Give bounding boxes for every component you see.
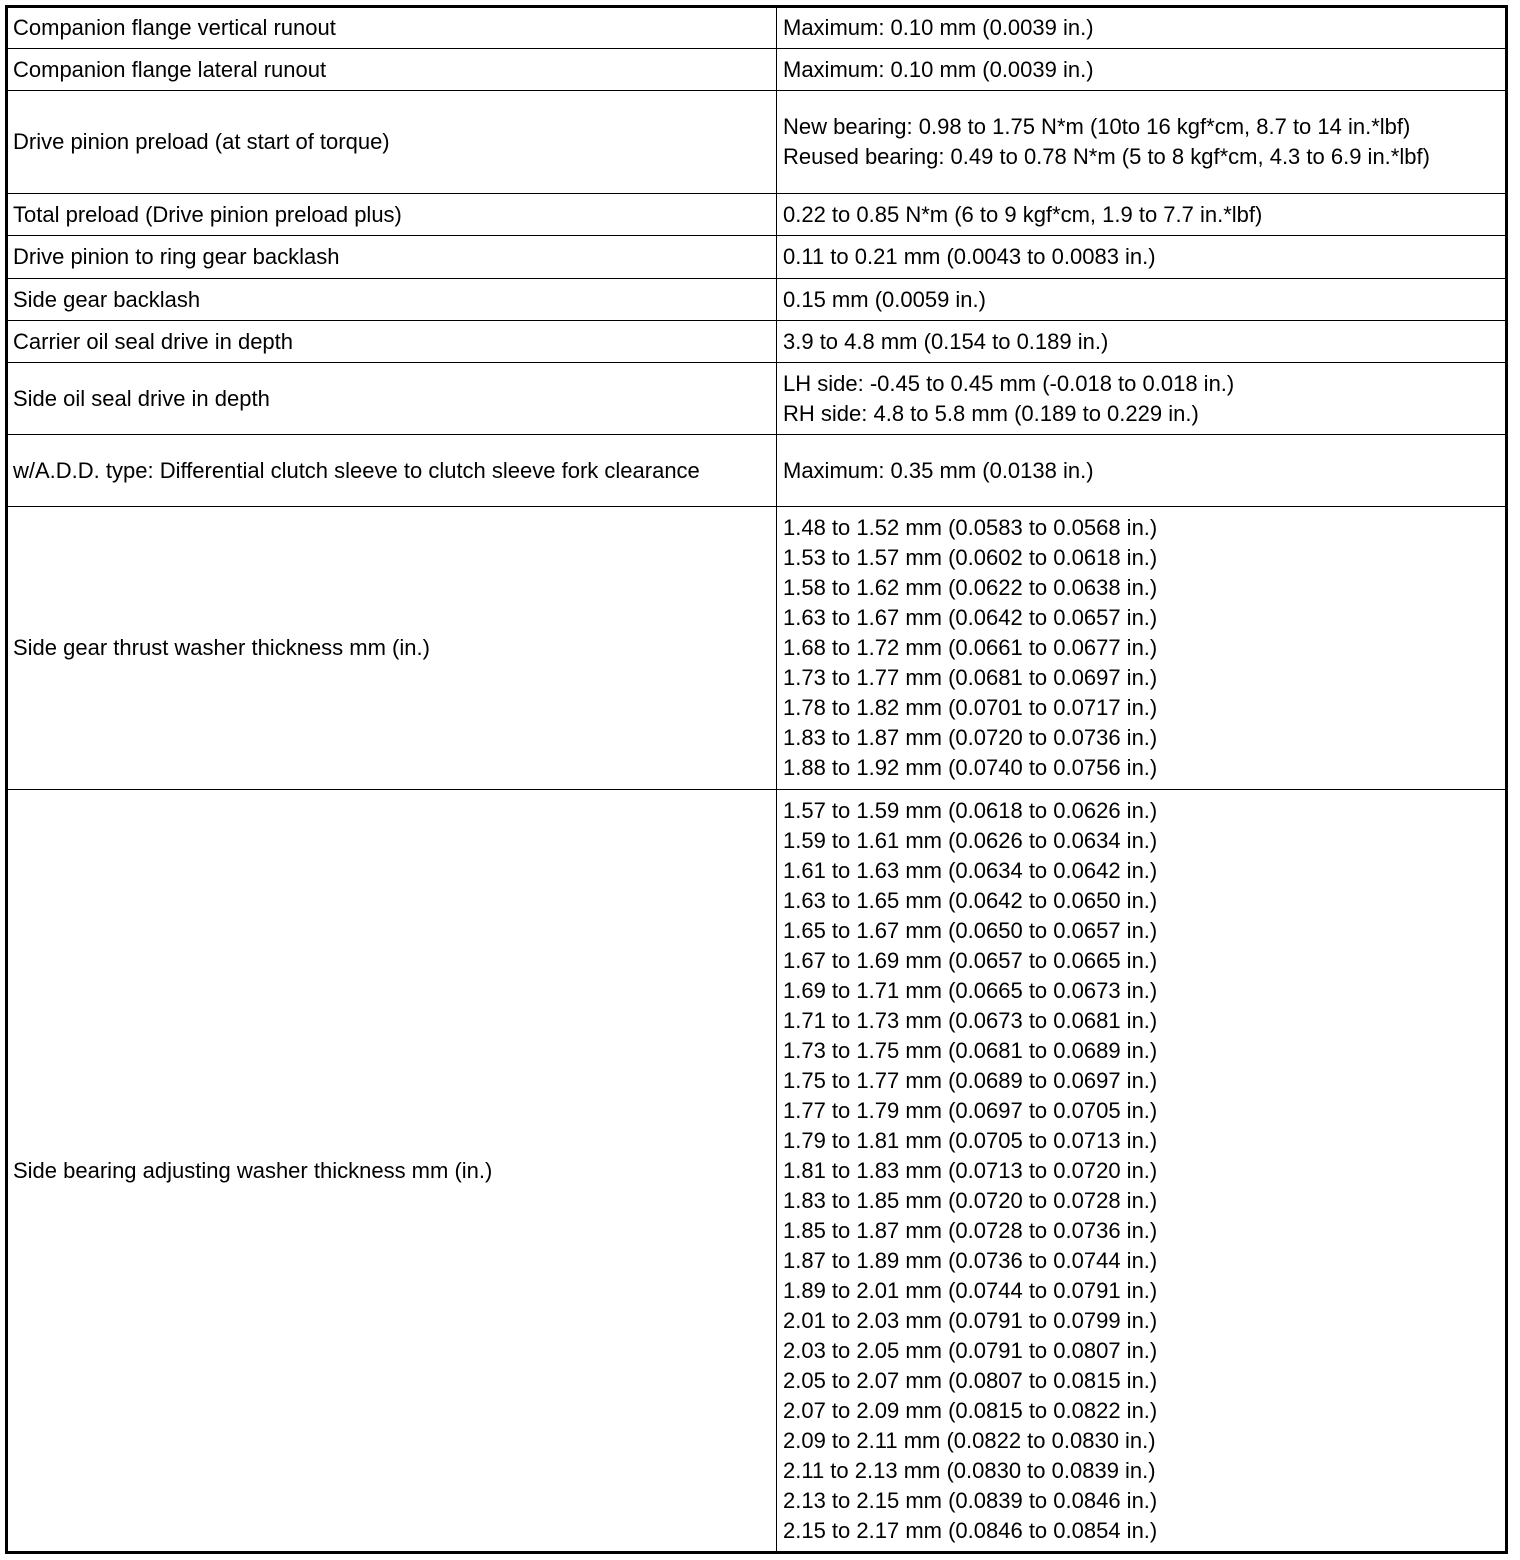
value-line: 1.48 to 1.52 mm (0.0583 to 0.0568 in.)	[783, 515, 1158, 540]
value-line: 1.75 to 1.77 mm (0.0689 to 0.0697 in.)	[783, 1067, 1158, 1093]
table-row	[7, 507, 1507, 790]
value-line: LH side: -0.45 to 0.45 mm (-0.018 to 0.018 in.)	[783, 370, 1235, 396]
value-line: Maximum: 0.10 mm (0.0039 in.)	[783, 15, 1094, 40]
spec-value	[777, 435, 1507, 507]
value-line: Reused bearing: 0.49 to 0.78 N*m (5 to 8 kgf*cm, 4.3 to 6.9 in.*lbf)	[783, 144, 1430, 169]
value-line: 1.77 to 1.79 mm (0.0697 to 0.0705 in.)	[783, 1097, 1158, 1123]
spec-item: Companion flange lateral runout	[7, 49, 777, 91]
spec-item: Side gear backlash	[7, 279, 777, 321]
spec-value	[777, 279, 1507, 321]
spec-value	[777, 91, 1507, 194]
value-line: 1.81 to 1.83 mm (0.0713 to 0.0720 in.)	[783, 1157, 1158, 1183]
value-line: 1.61 to 1.63 mm (0.0634 to 0.0642 in.)	[783, 857, 1158, 883]
value-line: 1.71 to 1.73 mm (0.0673 to 0.0681 in.)	[783, 1007, 1158, 1033]
spec-value	[777, 7, 1507, 49]
value-line: 2.13 to 2.15 mm (0.0839 to 0.0846 in.)	[783, 1487, 1158, 1513]
spec-value	[777, 507, 1507, 790]
table-row	[7, 236, 1507, 279]
spec-value	[777, 194, 1507, 236]
spec-value	[777, 363, 1507, 435]
value-line: 2.11 to 2.13 mm (0.0830 to 0.0839 in.)	[783, 1457, 1156, 1483]
value-line: 2.05 to 2.07 mm (0.0807 to 0.0815 in.)	[783, 1367, 1158, 1393]
value-line: 1.79 to 1.81 mm (0.0705 to 0.0713 in.)	[783, 1127, 1158, 1153]
value-line: 1.83 to 1.87 mm (0.0720 to 0.0736 in.)	[783, 725, 1158, 750]
table-row	[7, 363, 1507, 435]
spec-item-label: w/A.D.D. type: Differential clutch sleeve to clutch sleeve fork clearance	[13, 457, 700, 483]
table-row	[7, 279, 1507, 321]
value-line: 1.78 to 1.82 mm (0.0701 to 0.0717 in.)	[783, 695, 1158, 720]
value-line: 1.88 to 1.92 mm (0.0740 to 0.0756 in.)	[783, 755, 1158, 780]
spec-value	[777, 236, 1507, 279]
value-line: 0.22 to 0.85 N*m (6 to 9 kgf*cm, 1.9 to 7.7 in.*lbf)	[783, 201, 1263, 227]
spec-item: Carrier oil seal drive in depth	[7, 321, 777, 363]
value-line: RH side: 4.8 to 5.8 mm (0.189 to 0.229 in.)	[783, 400, 1199, 426]
value-line: 1.73 to 1.75 mm (0.0681 to 0.0689 in.)	[783, 1037, 1158, 1063]
value-line: 1.65 to 1.67 mm (0.0650 to 0.0657 in.)	[783, 917, 1158, 943]
value-line: Maximum: 0.10 mm (0.0039 in.)	[783, 56, 1094, 82]
value-line: 1.68 to 1.72 mm (0.0661 to 0.0677 in.)	[783, 635, 1158, 660]
specification-table	[5, 5, 1508, 1554]
spec-item: Side oil seal drive in depth	[7, 363, 777, 435]
value-line: 1.87 to 1.89 mm (0.0736 to 0.0744 in.)	[783, 1247, 1158, 1273]
value-line: 3.9 to 4.8 mm (0.154 to 0.189 in.)	[783, 328, 1109, 354]
table-row	[7, 435, 1507, 507]
value-line: 1.59 to 1.61 mm (0.0626 to 0.0634 in.)	[783, 827, 1158, 853]
value-line: 1.89 to 2.01 mm (0.0744 to 0.0791 in.)	[783, 1277, 1158, 1303]
value-line: 2.03 to 2.05 mm (0.0791 to 0.0807 in.)	[783, 1337, 1158, 1363]
spec-item: Drive pinion to ring gear backlash	[7, 236, 777, 279]
spec-item: Companion flange vertical runout	[7, 7, 777, 49]
spec-value	[777, 49, 1507, 91]
value-line: 1.63 to 1.65 mm (0.0642 to 0.0650 in.)	[783, 887, 1158, 913]
value-line: New bearing: 0.98 to 1.75 N*m (10to 16 kgf*cm, 8.7 to 14 in.*lbf)	[783, 114, 1411, 139]
spec-item: Drive pinion preload (at start of torque)	[7, 91, 777, 194]
value-line: 0.11 to 0.21 mm (0.0043 to 0.0083 in.)	[783, 244, 1156, 269]
value-line: 1.63 to 1.67 mm (0.0642 to 0.0657 in.)	[783, 605, 1158, 630]
value-line: 1.69 to 1.71 mm (0.0665 to 0.0673 in.)	[783, 977, 1158, 1003]
spec-item: Side gear thrust washer thickness mm (in.)	[7, 507, 777, 790]
spec-item: Total preload (Drive pinion preload plus)	[7, 194, 777, 236]
table-row	[7, 790, 1507, 1553]
value-line: 1.73 to 1.77 mm (0.0681 to 0.0697 in.)	[783, 665, 1158, 690]
spec-item	[7, 435, 777, 507]
spec-value	[777, 321, 1507, 363]
value-line: 1.53 to 1.57 mm (0.0602 to 0.0618 in.)	[783, 545, 1158, 570]
value-line: 1.57 to 1.59 mm (0.0618 to 0.0626 in.)	[783, 797, 1158, 823]
value-line: 1.67 to 1.69 mm (0.0657 to 0.0665 in.)	[783, 947, 1158, 973]
table-row	[7, 321, 1507, 363]
value-line: 1.58 to 1.62 mm (0.0622 to 0.0638 in.)	[783, 575, 1158, 600]
value-line: Maximum: 0.35 mm (0.0138 in.)	[783, 457, 1094, 483]
value-line: 0.15 mm (0.0059 in.)	[783, 286, 986, 312]
value-line: 2.09 to 2.11 mm (0.0822 to 0.0830 in.)	[783, 1427, 1156, 1453]
table-row	[7, 194, 1507, 236]
value-line: 2.15 to 2.17 mm (0.0846 to 0.0854 in.)	[783, 1517, 1158, 1543]
table-row	[7, 7, 1507, 49]
table-row	[7, 49, 1507, 91]
value-line: 2.01 to 2.03 mm (0.0791 to 0.0799 in.)	[783, 1307, 1158, 1333]
value-line: 1.85 to 1.87 mm (0.0728 to 0.0736 in.)	[783, 1217, 1158, 1243]
table-row	[7, 91, 1507, 194]
value-line: 2.07 to 2.09 mm (0.0815 to 0.0822 in.)	[783, 1397, 1158, 1423]
value-line: 1.83 to 1.85 mm (0.0720 to 0.0728 in.)	[783, 1187, 1158, 1213]
spec-value	[777, 790, 1507, 1553]
spec-item: Side bearing adjusting washer thickness mm (in.)	[7, 790, 777, 1553]
